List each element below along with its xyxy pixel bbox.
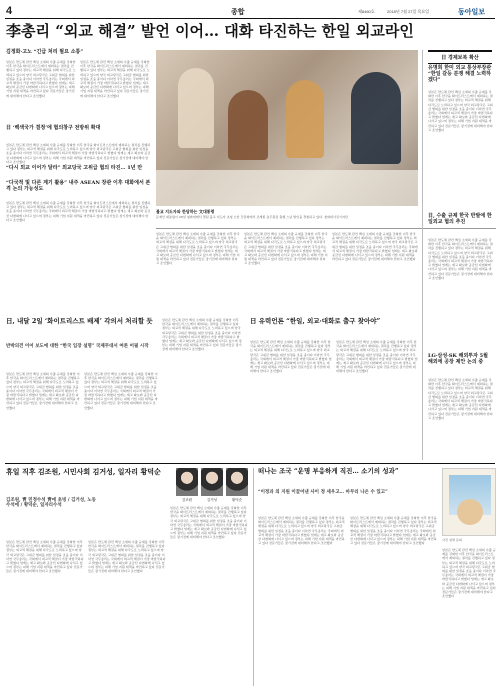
- article-text: 일본은 반도체 관련 핵심 소재의 수출 규제를 강화한 이후 한국을 화이트리스트에서 제외하는 절차를 진행하고 있다 정부는 외교적 해결을 위해 다각도로 노력하고 있으며 양국 외교당국은 고위급 협의를 위한 일정을 조율 중이다 이낙연 국무총리는 국회에서 외교적 해결이 가장 바람직하다고 밝혔다 업계는 재고 확보와 공급선 다변화에 나서고 있으며 정부는 피해 기업 지원 대책을 마련하고 있다 전문가들은 장기전에 대비해야 한다고 조언했다: [156, 232, 240, 266]
- article-text: 일본은 반도체 관련 핵심 소재의 수출 규제를 강화한 이후 한국을 화이트리스트에서 제외하는 절차를 진행하고 있다 정부는 외교적 해결을 위해 다각도로 노력하고 있으며 양국 외교당국은 고위급 협의를 위한 일정을 조율 중이다 이낙연 국무총리는 국회에서 외교적 해결이 가장 바람직하다고 밝혔다 업계는 재고 확보와 공급선 다변화에 나서고 있으며 정부는 피해 기업 지원 대책을 마련하고 있다 전문가들은 장기전에 대비해야 한다고 조언했다: [428, 90, 493, 132]
- article-text: 일본은 반도체 관련 핵심 소재의 수출 규제를 강화한 이후 한국을 화이트리스트에서 제외하는 절차를 진행하고 있다 정부는 외교적 해결을 위해 다각도로 노력하고 있으며 양국 외교당국은 고위급 협의를 위한 일정을 조율 중이다 이낙연 국무총리는 국회에서 외교적 해결이 가장 바람직하다고 밝혔다 업계는 재고 확보와 공급선 다변화에 나서고 있으며 정부는 피해 기업 지원 대책을 마련하고 있다 전문가들은 장기전에 대비해야 한다고 조언했다: [258, 516, 345, 546]
- article-text: 일본은 반도체 관련 핵심 소재의 수출 규제를 강화한 이후 한국을 화이트리스트에서 제외하는 절차를 진행하고 있다 정부는 외교적 해결을 위해 다각도로 노력하고 있으며 양국 외교당국은 고위급 협의를 위한 일정을 조율 중이다 이낙연 국무총리는 국회에서 외교적 해결이 가장 바람직하다고 밝혔다 업계는 재고 확보와 공급선 다변화에 나서고 있으며 정부는 피해 기업 지원 대책을 마련하고 있다 전문가들은 장기전에 대비해야 한다고 조언했다: [428, 238, 493, 280]
- article-text: 일본은 반도체 관련 핵심 소재의 수출 규제를 강화한 이후 한국을 화이트리스트에서 제외하는 절차를 진행하고 있다 정부는 외교적 해결을 위해 다각도로 노력하고 있으며 양국 외교당국은 고위급 협의를 위한 일정을 조율 중이다 이낙연 국무총리는 국회에서 외교적 해결이 가장 바람직하다고 밝혔다 업계는 재고 확보와 공급선 다변화에 나서고 있으며 정부는 피해 기업 지원 대책을 마련하고 있다 전문가들은 장기전에 대비해야 한다고 조언했다: [88, 540, 166, 574]
- article-text: 일본은 반도체 관련 핵심 소재의 수출 규제를 강화한 이후 한국을 화이트리스트에서 제외하는 절차를 진행하고 있다 정부는 외교적 해결을 위해 다각도로 노력하고 있으며 양국 외교당국은 고위급 협의를 위한 일정을 조율 중이다 이낙연 국무총리는 국회에서 외교적 해결이 가장 바람직하다고 밝혔다 업계는 재고 확보와 공급선 다변화에 나서고 있으며 정부는 피해 기업 지원 대책을 마련하고 있다 전문가들은 장기전에 대비해야 한다고 조언했다: [6, 201, 151, 222]
- portrait-photo: [201, 468, 223, 496]
- mid-headline: 日 유력언론 “한일, 외교·대화로 출구 찾아야”: [250, 317, 381, 325]
- article-text: 일본은 반도체 관련 핵심 소재의 수출 규제를 강화한 이후 한국을 화이트리스트에서 제외하는 절차를 진행하고 있다 정부는 외교적 해결을 위해 다각도로 노력하고 있으며 양국 외교당국은 고위급 협의를 위한 일정을 조율 중이다 이낙연 국무총리는 국회에서 외교적 해결이 가장 바람직하다고 밝혔다 업계는 재고 확보와 공급선 다변화에 나서고 있으며 정부는 피해 기업 지원 대책을 마련하고 있다 전문가들은 장기전에 대비해야 한다고 조언했다: [332, 232, 418, 262]
- portrait-name: 김조원: [181, 498, 193, 502]
- article-text: 일본은 반도체 관련 핵심 소재의 수출 규제를 강화한 이후 한국을 화이트리스트에서 제외하는 절차를 진행하고 있다 정부는 외교적 해결을 위해 다각도로 노력하고 있으며 양국 외교당국은 고위급 협의를 위한 일정을 조율 중이다 이낙연 국무총리는 국회에서 외교적 해결이 가장 바람직하다고 밝혔다 업계는 재고 확보와 공급선 다변화에 나서고 있으며 정부는 피해 기업 지원 대책을 마련하고 있다 전문가들은 장기전에 대비해야 한다고 조언했다: [250, 340, 332, 374]
- bottom-mid-subheadline: “이정과 의 지원 이끌어낸 사이 정 세우고… 마무리 나온 수 있고”: [258, 490, 388, 495]
- right-headline: LG·삼성·SK 해외투자 5월 해외에 공장 제안 논의 중: [428, 353, 488, 365]
- box-subheadline: 반박의견 이어 보도에 대한 “한국 입장 설명” 국제무대서 여론 어필 시작: [6, 344, 149, 349]
- right-column-tag: 日 경제보복 확산: [428, 50, 492, 64]
- article-text: 일본은 반도체 관련 핵심 소재의 수출 규제를 강화한 이후 한국을 화이트리스트에서 제외하는 절차를 진행하고 있다 정부는 외교적 해결을 위해 다각도로 노력하고 있으며 양국 외교당국은 고위급 협의를 위한 일정을 조율 중이다 이낙연 국무총리는 국회에서 외교적 해결이 가장 바람직하다고 밝혔다 업계는 재고 확보와 공급선 다변화에 나서고 있으며 정부는 피해 기업 지원 대책을 마련하고 있다 전문가들은 장기전에 대비해야 한다고 조언했다: [244, 232, 328, 266]
- bottom-mid-headline: 떠나는 조국 “운명 부응하게 직진… 소기의 성과”: [258, 467, 399, 475]
- article-text: 일본은 반도체 관련 핵심 소재의 수출 규제를 강화한 이후 한국을 화이트리스트에서 제외하는 절차를 진행하고 있다 정부는 외교적 해결을 위해 다각도로 노력하고 있으며 양국 외교당국은 고위급 협의를 위한 일정을 조율 중이다 이낙연 국무총리는 국회에서 외교적 해결이 가장 바람직하다고 밝혔다 업계는 재고 확보와 공급선 다변화에 나서고 있으며 정부는 피해 기업 지원 대책을 마련하고 있다 전문가들은 장기전에 대비해야 한다고 조언했다: [162, 318, 242, 352]
- sub-headline: “다국적 및 다른 계기 활용” 내주 ASEAN 장관 이후 대화에서 본격 논의 가능성도: [6, 180, 151, 192]
- right-headline: 유명희 한미 외교 통상부장관 “한일 갈등 분쟁 해결 노력하겠다”: [428, 65, 492, 83]
- right-headline: 日, 수출 규제 한국 반발에 한일외교 협의 추진: [428, 213, 492, 225]
- main-headline: 李총리 “외교 해결” 발언 이어… 대화 타진하는 한일 외교라인: [6, 22, 414, 40]
- sub-headline: “다시 외교 이어가 달라” 외교당국 고위급 협의 타진… 1년 만: [6, 165, 143, 171]
- article-text: 일본은 반도체 관련 핵심 소재의 수출 규제를 강화한 이후 한국을 화이트리스트에서 제외하는 절차를 진행하고 있다 정부는 외교적 해결을 위해 다각도로 노력하고 있으며 양국 외교당국은 고위급 협의를 위한 일정을 조율 중이다 이낙연 국무총리는 국회에서 외교적 해결이 가장 바람직하다고 밝혔다 업계는 재고 확보와 공급선 다변화에 나서고 있으며 정부는 피해 기업 지원 대책을 마련하고 있다 전문가들은 장기전에 대비해야 한다고 조언했다: [6, 372, 80, 410]
- column-divider: [253, 468, 254, 686]
- bottom-right-image: [442, 468, 496, 536]
- section-label: 종합: [231, 9, 245, 16]
- column-divider: [422, 50, 423, 460]
- article-text: 일본은 반도체 관련 핵심 소재의 수출 규제를 강화한 이후 한국을 화이트리스트에서 제외하는 절차를 진행하고 있다 정부는 외교적 해결을 위해 다각도로 노력하고 있으며 양국 외교당국은 고위급 협의를 위한 일정을 조율 중이다 이낙연 국무총리는 국회에서 외교적 해결이 가장 바람직하다고 밝혔다 업계는 재고 확보와 공급선 다변화에 나서고 있으며 정부는 피해 기업 지원 대책을 마련하고 있다 전문가들은 장기전에 대비해야 한다고 조언했다: [336, 340, 418, 374]
- issue-number: 제8460호: [358, 9, 375, 14]
- portrait-photo: [176, 468, 198, 496]
- byline-headline: 김정화·고노 “긴급 처리 필요 소통”: [6, 49, 84, 55]
- article-text: 일본은 반도체 관련 핵심 소재의 수출 규제를 강화한 이후 한국을 화이트리스트에서 제외하는 절차를 진행하고 있다 정부는 외교적 해결을 위해 다각도로 노력하고 있으며 양국 외교당국은 고위급 협의를 위한 일정을 조율 중이다 이낙연 국무총리는 국회에서 외교적 해결이 가장 바람직하다고 밝혔다 업계는 재고 확보와 공급선 다변화에 나서고 있으며 정부는 피해 기업 지원 대책을 마련하고 있다 전문가들은 장기전에 대비해야 한다고 조언했다: [442, 548, 496, 599]
- issue-date: 2018년 7월 27일 목요일: [387, 9, 430, 14]
- bottom-left-subheadline: 김조원, 靑 민정수석 靑에 초빙 / 김거성, 노동수석에 / 황덕순, 일자리수석: [6, 498, 96, 509]
- section-rule: [5, 463, 495, 464]
- masthead-rule: [5, 18, 495, 19]
- sub-headline: 日 ‘백색국가 결정’에 협의창구 전방위 확대: [6, 125, 101, 131]
- bottom-left-headline: 휴일 직후 김조원, 시민사회 김거성, 일자리 황덕순: [6, 467, 161, 476]
- article-text: 일본은 반도체 관련 핵심 소재의 수출 규제를 강화한 이후 한국을 화이트리스트에서 제외하는 절차를 진행하고 있다 정부는 외교적 해결을 위해 다각도로 노력하고 있으며 양국 외교당국은 고위급 협의를 위한 일정을 조율 중이다 이낙연 국무총리는 국회에서 외교적 해결이 가장 바람직하다고 밝혔다 업계는 재고 확보와 공급선 다변화에 나서고 있으며 정부는 피해 기업 지원 대책을 마련하고 있다 전문가들은 장기전에 대비해야 한다고 조언했다: [6, 60, 76, 98]
- article-text: 일본은 반도체 관련 핵심 소재의 수출 규제를 강화한 이후 한국을 화이트리스트에서 제외하는 절차를 진행하고 있다 정부는 외교적 해결을 위해 다각도로 노력하고 있으며 양국 외교당국은 고위급 협의를 위한 일정을 조율 중이다 이낙연 국무총리는 국회에서 외교적 해결이 가장 바람직하다고 밝혔다 업계는 재고 확보와 공급선 다변화에 나서고 있으며 정부는 피해 기업 지원 대책을 마련하고 있다 전문가들은 장기전에 대비해야 한다고 조언했다: [170, 506, 248, 540]
- article-text: 일본은 반도체 관련 핵심 소재의 수출 규제를 강화한 이후 한국을 화이트리스트에서 제외하는 절차를 진행하고 있다 정부는 외교적 해결을 위해 다각도로 노력하고 있으며 양국 외교당국은 고위급 협의를 위한 일정을 조율 중이다 이낙연 국무총리는 국회에서 외교적 해결이 가장 바람직하다고 밝혔다 업계는 재고 확보와 공급선 다변화에 나서고 있으며 정부는 피해 기업 지원 대책을 마련하고 있다 전문가들은 장기전에 대비해야 한다고 조언했다: [84, 372, 158, 410]
- brand-logo: 동아일보: [458, 9, 486, 16]
- portrait-name: 김거성: [206, 498, 218, 502]
- article-text: 일본은 반도체 관련 핵심 소재의 수출 규제를 강화한 이후 한국을 화이트리스트에서 제외하는 절차를 진행하고 있다 정부는 외교적 해결을 위해 다각도로 노력하고 있으며 양국 외교당국은 고위급 협의를 위한 일정을 조율 중이다 이낙연 국무총리는 국회에서 외교적 해결이 가장 바람직하다고 밝혔다 업계는 재고 확보와 공급선 다변화에 나서고 있으며 정부는 피해 기업 지원 대책을 마련하고 있다 전문가들은 장기전에 대비해야 한다고 조언했다: [6, 540, 84, 574]
- box-headline: 日, 내달 2일 ‘화이트리스트 배제’ 각의서 처리할 듯: [6, 317, 153, 325]
- article-text: 일본은 반도체 관련 핵심 소재의 수출 규제를 강화한 이후 한국을 화이트리스트에서 제외하는 절차를 진행하고 있다 정부는 외교적 해결을 위해 다각도로 노력하고 있으며 양국 외교당국은 고위급 협의를 위한 일정을 조율 중이다 이낙연 국무총리는 국회에서 외교적 해결이 가장 바람직하다고 밝혔다 업계는 재고 확보와 공급선 다변화에 나서고 있으며 정부는 피해 기업 지원 대책을 마련하고 있다 전문가들은 장기전에 대비해야 한다고 조언했다: [80, 60, 150, 98]
- photo-caption-title: 불교 지도자와 한담하는 文대통령: [156, 209, 215, 214]
- article-text: 일본은 반도체 관련 핵심 소재의 수출 규제를 강화한 이후 한국을 화이트리스트에서 제외하는 절차를 진행하고 있다 정부는 외교적 해결을 위해 다각도로 노력하고 있으며 양국 외교당국은 고위급 협의를 위한 일정을 조율 중이다 이낙연 국무총리는 국회에서 외교적 해결이 가장 바람직하다고 밝혔다 업계는 재고 확보와 공급선 다변화에 나서고 있으며 정부는 피해 기업 지원 대책을 마련하고 있다 전문가들은 장기전에 대비해야 한다고 조언했다: [428, 378, 493, 420]
- portrait-photo: [226, 468, 248, 496]
- portrait-name: 황덕순: [231, 498, 243, 502]
- photo-caption: 문재인 대통령이 26일 청와대에서 열린 불교 지도자 초청 오찬 간담회에서 조계종 총무원장 원행 스님 발언을 경청하고 있다. 청와대사진기자단: [156, 215, 348, 219]
- article-text: 일본은 반도체 관련 핵심 소재의 수출 규제를 강화한 이후 한국을 화이트리스트에서 제외하는 절차를 진행하고 있다 정부는 외교적 해결을 위해 다각도로 노력하고 있으며 양국 외교당국은 고위급 협의를 위한 일정을 조율 중이다 이낙연 국무총리는 국회에서 외교적 해결이 가장 바람직하다고 밝혔다 업계는 재고 확보와 공급선 다변화에 나서고 있으며 정부는 피해 기업 지원 대책을 마련하고 있다 전문가들은 장기전에 대비해야 한다고 조언했다: [6, 143, 151, 164]
- image-caption: 사진 설명 문의: [442, 538, 462, 542]
- article-text: 일본은 반도체 관련 핵심 소재의 수출 규제를 강화한 이후 한국을 화이트리스트에서 제외하는 절차를 진행하고 있다 정부는 외교적 해결을 위해 다각도로 노력하고 있으며 양국 외교당국은 고위급 협의를 위한 일정을 조율 중이다 이낙연 국무총리는 국회에서 외교적 해결이 가장 바람직하다고 밝혔다 업계는 재고 확보와 공급선 다변화에 나서고 있으며 정부는 피해 기업 지원 대책을 마련하고 있다 전문가들은 장기전에 대비해야 한다고 조언했다: [350, 516, 437, 546]
- page-number: 4: [6, 5, 13, 17]
- news-photo: [156, 50, 418, 206]
